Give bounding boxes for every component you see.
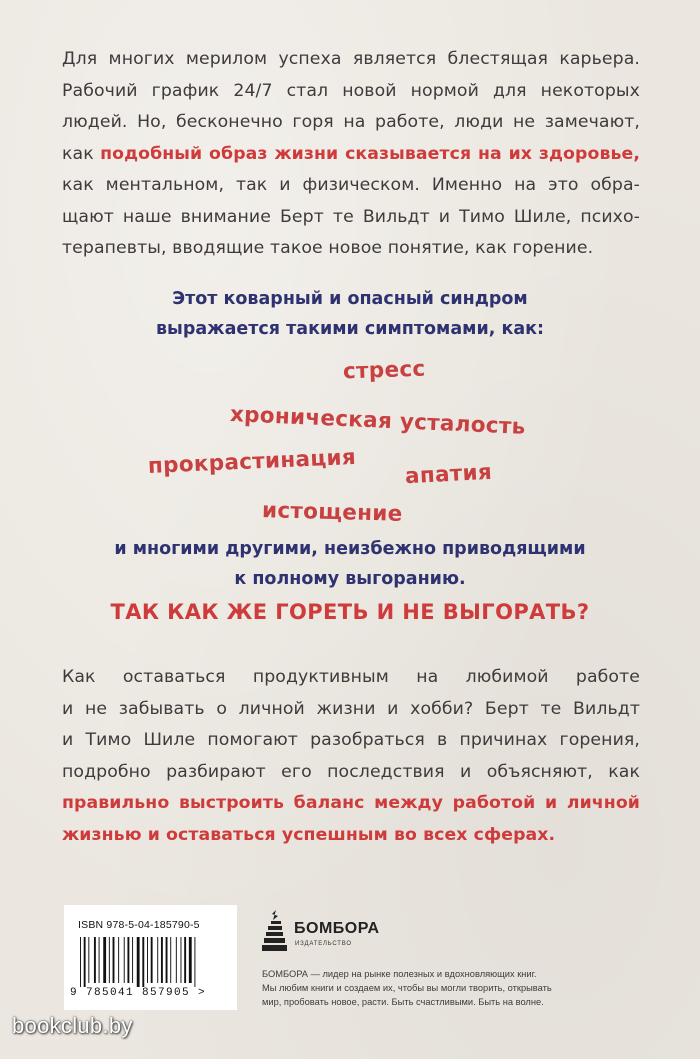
barcode-bar (84, 937, 86, 987)
barcode-bar (181, 937, 182, 983)
paragraph-line (62, 662, 640, 694)
highlighted-text: правильно выстроить баланс между работой и личной (62, 793, 640, 813)
symptoms-tail (0, 534, 700, 594)
barcode-bar (109, 937, 110, 983)
barcode-bar (189, 937, 192, 983)
symptoms-lead-line: Этот коварный и опасный синдром (172, 289, 528, 309)
symptom-chronic-fatigue: хроническая усталость (229, 402, 527, 440)
barcode-bar (103, 937, 106, 983)
body-text: Для многих мерилом успеха является блестящая карьера. (62, 49, 640, 69)
publisher-logo-icon (262, 908, 288, 954)
symptoms-lead-line: выражается такими симптомами, как: (155, 319, 545, 339)
symptom-stress: стресс (342, 356, 426, 385)
symptom-exhaustion: истощение (261, 498, 403, 527)
publisher-logo (262, 908, 392, 958)
blurb-line: БОМБОРА — лидер на рынке полезных и вдохновляющих книг. (262, 969, 537, 979)
highlighted-text: жизнью и оставаться успешным во всех сферах. (62, 824, 556, 845)
paragraph-line (62, 233, 640, 265)
body-text: и Тимо Шиле помогают разобраться в причинах горения, (62, 730, 640, 750)
body-text: как ментальном, так и физическом. Именно на это обра- (62, 175, 640, 195)
outro-paragraph (62, 662, 640, 851)
paragraph-line (62, 76, 640, 108)
paragraph-line (62, 44, 640, 76)
paragraph-line (62, 788, 640, 820)
barcode-bar (88, 937, 89, 983)
barcode-bar (157, 937, 158, 983)
barcode-bar (127, 937, 129, 983)
barcode-bar (80, 937, 81, 987)
barcode-image (78, 937, 226, 987)
body-text: как (62, 143, 101, 164)
barcode-bar (166, 937, 168, 983)
paragraph-line (62, 757, 640, 789)
highlighted-text: подобный образ жизни сказывается на их здоровье, (100, 143, 640, 164)
body-text: и не забывать о личной жизни и хобби? Берт те Вильдт (62, 698, 640, 719)
paragraph-line (62, 139, 640, 171)
barcode-bar (147, 937, 148, 983)
symptom-procrastination: прокрастинация (147, 444, 357, 479)
blurb-line: мир, пробовать новое, расти. Быть счастливыми. Быть на волне. (262, 997, 544, 1007)
barcode-bar (132, 937, 133, 983)
barcode-bar (170, 937, 171, 983)
barcode-bar (113, 937, 115, 983)
body-text: подробно разбирают его последствия и объясняют, как (62, 761, 640, 782)
barcode-bar (124, 937, 125, 983)
publisher-blurb (262, 967, 592, 1009)
body-text: Рабочий график 24/7 стал новой нормой для некоторых (62, 80, 640, 101)
body-text: людей. Но, бесконечно горя на работе, люди не замечают, (62, 112, 640, 132)
paragraph-line (62, 820, 640, 852)
barcode-bar (151, 937, 153, 983)
key-question: ТАК КАК ЖЕ ГОРЕТЬ И НЕ ВЫГОРАТЬ? (110, 600, 590, 624)
symptom-apathy: апатия (404, 459, 493, 490)
paragraph-line (62, 725, 640, 757)
body-text: терапевты, вводящие такое новое понятие, как горение. (62, 238, 594, 258)
barcode-bar (99, 937, 100, 983)
barcode-bar (184, 937, 186, 983)
symptoms-tail-line: и многими другими, неизбежно приводящими (114, 539, 586, 559)
symptoms-lead (0, 284, 700, 344)
barcode-bar (94, 937, 96, 983)
barcode-bar (137, 937, 140, 987)
publisher-subtitle: ИЗДАТЕЛЬСТВО (295, 941, 352, 947)
barcode-bar (118, 937, 119, 983)
barcode-bar (194, 937, 195, 987)
barcode-bar (142, 937, 144, 987)
symptoms-tail-line: к полному выгоранию. (234, 569, 466, 589)
isbn-text: ISBN 978-5-04-185790-5 (78, 919, 200, 931)
blurb-line: Мы любим книги и создаем их, чтобы вы могли творить, открывать (262, 983, 552, 993)
paragraph-line (62, 170, 640, 202)
body-text: щают наше внимание Берт те Вильдт и Тимо Шиле, психо- (62, 206, 640, 227)
barcode-bar (176, 937, 177, 983)
publisher-name: БОМБОРА (294, 920, 380, 937)
barcode-panel (64, 905, 237, 1010)
paragraph-line (62, 202, 640, 234)
paragraph-line (62, 694, 640, 726)
site-watermark: bookclub.by (12, 1013, 133, 1038)
intro-paragraph (62, 44, 640, 265)
paragraph-line (62, 107, 640, 139)
body-text: Как оставаться продуктивным на любимой работе (62, 667, 640, 687)
barcode-number: 9 785041 857905 > (70, 987, 207, 999)
barcode-bar (161, 937, 163, 983)
